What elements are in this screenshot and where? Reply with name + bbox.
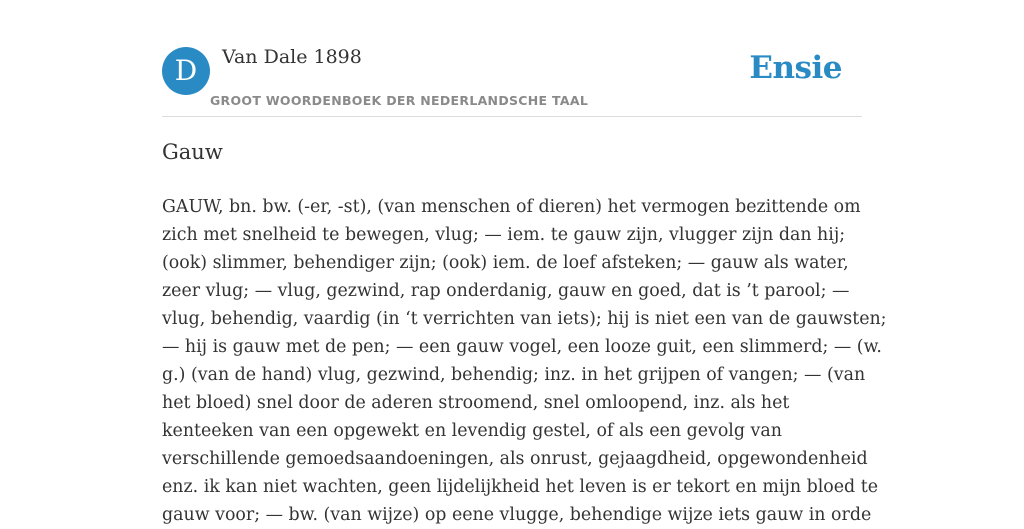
site-header	[162, 46, 862, 117]
dictionary-subtitle: GROOT WOORDENBOEK DER NEDERLANDSCHE TAAL	[210, 93, 589, 108]
definition-line: vlug, behendig, vaardig (in ‘t verrichten van iets); hij is niet een van de gauwsten;	[162, 309, 887, 329]
entry-title: Gauw	[162, 140, 223, 164]
definition-line: het bloed) snel door de aderen stroomend, snel omloopend, inz. als het	[162, 393, 790, 413]
brand-logo[interactable]: Ensie	[749, 50, 842, 86]
dictionary-title[interactable]: Van Dale 1898	[222, 46, 362, 68]
definition-line: GAUW, bn. bw. (-er, -st), (van menschen of dieren) het vermogen bezittende om	[162, 197, 861, 217]
definition-line: zich met snelheid te bewegen, vlug; — iem. te gauw zijn, vlugger zijn dan hij;	[162, 225, 846, 245]
definition-line: kenteeken van een opgewekt en levendig gestel, of als een gevolg van	[162, 421, 782, 441]
definition-line: (ook) slimmer, behendiger zijn; (ook) iem. de loef afsteken; — gauw als water,	[162, 253, 849, 273]
entry-definition	[162, 193, 887, 529]
definition-line: verschillende gemoedsaandoeningen, als onrust, gejaagdheid, opgewondenheid	[162, 449, 868, 469]
definition-line: zeer vlug; — vlug, gezwind, rap onderdanig, gauw en goed, dat is ’t parool; —	[162, 281, 850, 301]
definition-line: gauw voor; — bw. (van wijze) op eene vlugge, behendige wijze iets gauw in orde	[162, 505, 872, 525]
dictionary-logo-icon[interactable]: D	[162, 47, 210, 95]
definition-line: enz. ik kan niet wachten, geen lijdelijkheid het leven is er tekort en mijn bloed te	[162, 477, 878, 497]
definition-line: — hij is gauw met de pen; — een gauw vogel, een looze guit, een slimmerd; — (w.	[162, 337, 882, 357]
definition-line: g.) (van de hand) vlug, gezwind, behendig; inz. in het grijpen of vangen; — (van	[162, 365, 866, 385]
